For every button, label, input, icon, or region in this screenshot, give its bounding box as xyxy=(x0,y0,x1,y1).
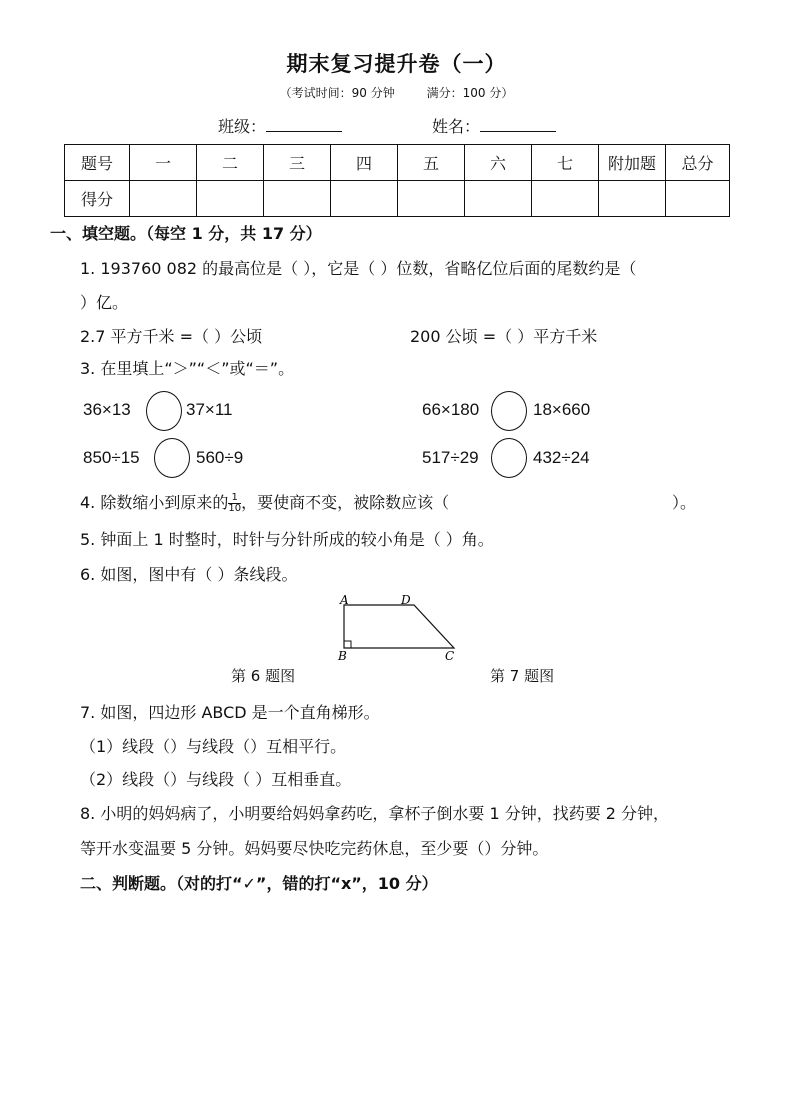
compare-right: 560÷9 xyxy=(196,448,244,467)
score-cell: 一 xyxy=(130,145,197,181)
score-cell: 五 xyxy=(398,145,465,181)
compare-left: 517÷29 xyxy=(422,448,479,467)
score-input-cell[interactable] xyxy=(331,181,398,217)
question-4-start: 4. 除数缩小到原来的 xyxy=(80,493,229,512)
compare-right: 18×660 xyxy=(533,400,591,419)
score-cell: 二 xyxy=(197,145,264,181)
score-table-score-row xyxy=(65,181,730,217)
score-cell: 三 xyxy=(264,145,331,181)
compare-left: 850÷15 xyxy=(83,448,140,467)
full-score: 满分：100 分） xyxy=(426,86,514,100)
score-cell: 四 xyxy=(331,145,398,181)
page-title: 期末复习提升卷（一） xyxy=(286,52,507,76)
vertex-label-d: D xyxy=(401,593,411,607)
score-input-cell[interactable] xyxy=(398,181,465,217)
figure-caption-7: 第 7 题图 xyxy=(490,667,555,685)
score-input-cell[interactable] xyxy=(532,181,599,217)
class-field xyxy=(218,114,342,137)
score-input-cell[interactable] xyxy=(666,181,730,217)
compare-left: 66×180 xyxy=(422,400,480,419)
question-7-part-2: （2）线段（）与线段（ ）互相垂直。 xyxy=(80,770,352,789)
question-4-end: ）。 xyxy=(672,493,697,512)
trapezoid-shape xyxy=(344,605,454,648)
section1-heading: 一、填空题。（每空 1 分，共 17 分） xyxy=(50,224,322,243)
section2-heading: 二、判断题。（对的打“✓”，错的打“x”，10 分） xyxy=(80,874,438,893)
score-cell: 七 xyxy=(532,145,599,181)
score-row-label: 得分 xyxy=(65,181,130,217)
question-2-left: 2.7 平方千米 =（ ）公顷 xyxy=(80,327,263,346)
question-4 xyxy=(80,490,449,514)
question-8-line2: 等开水变温要 5 分钟。妈妈要尽快吃完药休息，至少要（）分钟。 xyxy=(80,839,549,858)
score-input-cell[interactable] xyxy=(599,181,666,217)
class-label: 班级： xyxy=(218,117,267,136)
compare-circle[interactable] xyxy=(146,391,182,431)
score-input-cell[interactable] xyxy=(465,181,532,217)
compare-right: 37×11 xyxy=(186,400,233,419)
figure-caption-6: 第 6 题图 xyxy=(231,667,296,685)
question-8-line1: 8. 小明的妈妈病了，小明要给妈妈拿药吃，拿杯子倒水要 1 分钟，找药要 2 分钟， xyxy=(80,804,670,823)
score-table xyxy=(64,144,730,217)
name-field xyxy=(432,114,556,137)
vertex-label-c: C xyxy=(445,649,455,662)
right-angle-mark xyxy=(344,641,351,648)
question-7: 7. 如图，四边形 ABCD 是一个直角梯形。 xyxy=(80,703,380,722)
question-6: 6. 如图，图中有（ ）条线段。 xyxy=(80,565,298,584)
name-label: 姓名： xyxy=(432,117,481,136)
fraction xyxy=(228,493,241,514)
score-table-header-row xyxy=(65,145,730,181)
score-cell: 六 xyxy=(465,145,532,181)
class-blank[interactable] xyxy=(266,117,342,132)
trapezoid-figure xyxy=(330,592,464,662)
question-5: 5. 钟面上 1 时整时，时针与分针所成的较小角是（ ）角。 xyxy=(80,530,494,549)
vertex-label-a: A xyxy=(340,593,349,607)
name-blank[interactable] xyxy=(480,117,556,132)
question-4-mid: ，要使商不变，被除数应该（ xyxy=(241,493,450,512)
question-3: 3. 在里填上“＞”“＜”或“＝”。 xyxy=(80,359,295,378)
score-input-cell[interactable] xyxy=(130,181,197,217)
question-2-right: 200 公顷 =（ ）平方千米 xyxy=(410,327,598,346)
fraction-denominator: 10 xyxy=(228,503,242,514)
fraction-numerator: 1 xyxy=(228,493,241,504)
compare-circle[interactable] xyxy=(491,391,527,431)
compare-circle[interactable] xyxy=(491,438,527,478)
score-cell: 题号 xyxy=(65,145,130,181)
score-cell: 附加题 xyxy=(599,145,666,181)
compare-left: 36×13 xyxy=(83,400,131,419)
exam-time: （考试时间：90 分钟 xyxy=(279,86,395,100)
question-1-line2: ）亿。 xyxy=(80,293,129,312)
question-7-part-1: （1）线段（）与线段（）互相平行。 xyxy=(80,737,347,756)
exam-subtitle xyxy=(0,84,793,101)
question-1-line1: 1. 193760 082 的最高位是（ ），它是（ ）位数，省略亿位后面的尾数约是（ xyxy=(80,259,637,278)
score-input-cell[interactable] xyxy=(264,181,331,217)
vertex-label-b: B xyxy=(338,649,347,662)
score-cell: 总分 xyxy=(666,145,730,181)
compare-circle[interactable] xyxy=(154,438,190,478)
compare-right: 432÷24 xyxy=(533,448,590,467)
score-input-cell[interactable] xyxy=(197,181,264,217)
